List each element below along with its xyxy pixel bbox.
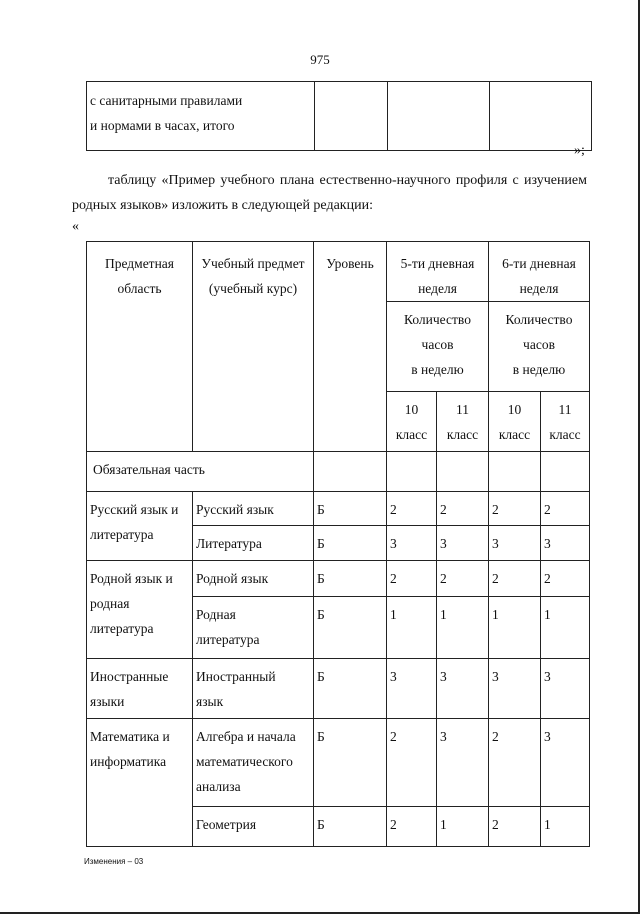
hours-cell: 2 xyxy=(541,561,590,597)
header-level: Уровень xyxy=(314,242,387,452)
hours-cell: 3 xyxy=(387,526,437,561)
hours-cell: 3 xyxy=(489,659,541,719)
header-grade-11: 11 класс xyxy=(541,392,590,452)
hours-cell: 2 xyxy=(541,492,590,526)
closing-quote-mark: »; xyxy=(574,143,585,158)
level-cell: Б xyxy=(314,526,387,561)
hours-cell: 2 xyxy=(387,807,437,847)
header-6-day-week: 6-ти дневная неделя xyxy=(489,242,590,302)
hours-cell: 2 xyxy=(437,492,489,526)
hours-cell: 3 xyxy=(437,719,489,807)
header-grade-10: 10 класс xyxy=(489,392,541,452)
subject-area-cell: Русский язык и литература xyxy=(87,492,193,561)
fragment-empty-cell xyxy=(388,82,490,151)
hours-cell: 1 xyxy=(387,597,437,659)
header-5-day-week: 5-ти дневная неделя xyxy=(387,242,489,302)
hours-cell: 1 xyxy=(541,597,590,659)
header-row xyxy=(87,242,590,302)
hours-cell: 3 xyxy=(541,719,590,807)
fragment-empty-cell xyxy=(315,82,388,151)
subject-cell: Родной язык xyxy=(193,561,314,597)
fragment-first-cell xyxy=(87,82,315,151)
header-hours-per-week: Количество часов в неделю xyxy=(489,302,590,392)
header-grade-11: 11 класс xyxy=(437,392,489,452)
hours-cell: 2 xyxy=(489,807,541,847)
curriculum-table xyxy=(86,241,590,847)
page-number: 975 xyxy=(310,52,330,67)
subject-cell: Литература xyxy=(193,526,314,561)
hours-cell: 2 xyxy=(387,492,437,526)
header-hours-per-week: Количество часов в неделю xyxy=(387,302,489,392)
level-cell: Б xyxy=(314,561,387,597)
hours-cell: 3 xyxy=(387,659,437,719)
mandatory-part-row xyxy=(87,452,590,492)
hours-cell: 2 xyxy=(489,719,541,807)
subject-cell: Русский язык xyxy=(193,492,314,526)
level-cell: Б xyxy=(314,807,387,847)
subject-cell: Геометрия xyxy=(193,807,314,847)
hours-cell: 3 xyxy=(437,659,489,719)
level-cell: Б xyxy=(314,597,387,659)
hours-cell: 2 xyxy=(387,719,437,807)
header-subject-area: Предметная область xyxy=(87,242,193,452)
hours-cell: 1 xyxy=(437,597,489,659)
hours-cell: 2 xyxy=(437,561,489,597)
table-row xyxy=(87,492,590,526)
hours-cell: 2 xyxy=(387,561,437,597)
subject-area-cell: Родной язык и родная литература xyxy=(87,561,193,659)
hours-cell: 2 xyxy=(489,492,541,526)
opening-quote-mark: « xyxy=(72,219,79,234)
mandatory-part-label: Обязательная часть xyxy=(87,452,314,492)
subject-area-cell: Математика и информатика xyxy=(87,719,193,847)
fragment-empty-cell xyxy=(490,82,592,151)
subject-cell: Родная литература xyxy=(193,597,314,659)
table-row xyxy=(87,561,590,597)
subject-cell: Алгебра и начала математического анализа xyxy=(193,719,314,807)
level-cell: Б xyxy=(314,659,387,719)
hours-cell: 2 xyxy=(489,561,541,597)
hours-cell: 3 xyxy=(541,526,590,561)
hours-cell: 3 xyxy=(437,526,489,561)
continued-table-fragment xyxy=(86,81,592,151)
footer-note: Изменения – 03 xyxy=(84,857,144,866)
fragment-line: и нормами в часах, итого xyxy=(90,118,235,133)
level-cell: Б xyxy=(314,492,387,526)
subject-cell: Иностранный язык xyxy=(193,659,314,719)
instruction-paragraph: таблицу «Пример учебного плана естественно-научного профиля с изучением родных языков» изложить в следующей редакции: xyxy=(72,173,587,213)
level-cell: Б xyxy=(314,719,387,807)
hours-cell: 3 xyxy=(489,526,541,561)
header-grade-10: 10 класс xyxy=(387,392,437,452)
fragment-line: с санитарными правилами xyxy=(90,93,243,108)
table-row xyxy=(87,719,590,807)
header-subject: Учебный предмет (учебный курс) xyxy=(193,242,314,452)
subject-area-cell: Иностранные языки xyxy=(87,659,193,719)
table-row xyxy=(87,659,590,719)
hours-cell: 1 xyxy=(541,807,590,847)
hours-cell: 3 xyxy=(541,659,590,719)
hours-cell: 1 xyxy=(489,597,541,659)
hours-cell: 1 xyxy=(437,807,489,847)
